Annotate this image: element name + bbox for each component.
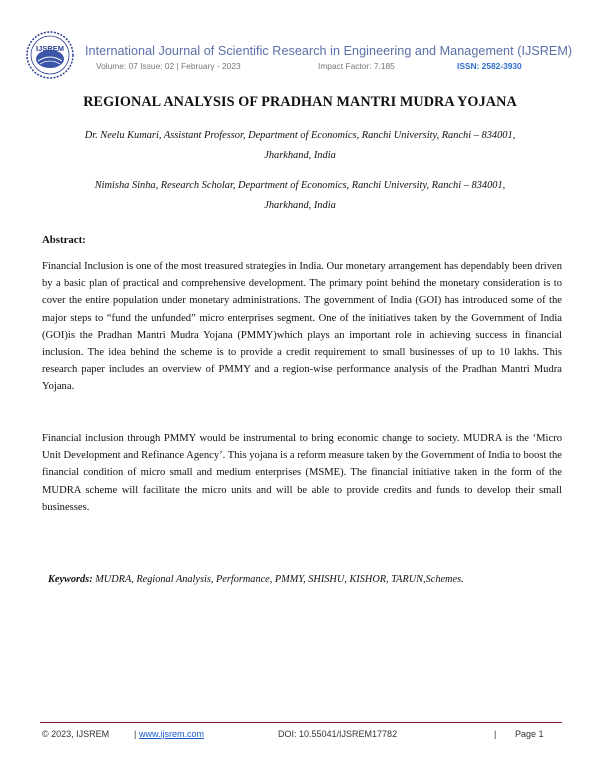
journal-meta xyxy=(96,61,536,73)
website-link[interactable]: www.ijsrem.com xyxy=(139,729,205,739)
author-1-line-2: Jharkhand, India xyxy=(264,150,336,161)
impact-factor: Impact Factor: 7.185 xyxy=(318,61,395,71)
page-footer xyxy=(42,729,562,743)
journal-logo xyxy=(26,31,74,79)
author-2 xyxy=(40,176,560,216)
logo-text: IJSREM xyxy=(36,44,64,53)
abstract-paragraph-1: Financial Inclusion is one of the most treasured strategies in India. Our monetary arrangement has dependably been driven by a basic plan of practical and comprehensive development. The primary point behind the monetary consideration is to cover the entire population under monetary administrations. The government of India (GOI) has introduced some of the major steps to “fund the unfunded” micro enterprises segment. One of the initiatives taken by the Government of India (GOI)is the Pradhan Mantri Mudra Yojana (PMMY)which plays an important role in achieving success in financial inclusion. The idea behind the scheme is to provide a credit requirement to small businesses of up to 10 lakhs. This research paper includes an overview of PMMY and a region-wise performance analysis of the Pradhan Mantri Mudra Yojana. xyxy=(42,261,562,393)
issn: ISSN: 2582-3930 xyxy=(457,61,522,71)
footer-website xyxy=(134,729,204,739)
footer-rule xyxy=(40,722,562,723)
footer-doi: DOI: 10.55041/IJSREM17782 xyxy=(278,729,398,739)
footer-copyright: © 2023, IJSREM xyxy=(42,729,110,739)
abstract-paragraph-2: Financial inclusion through PMMY would be instrumental to bring economic change to society. MUDRA is the ‘Micro Unit Development and Refinance Agency’. This yojana is a reform measure taken by the Government of India to boost the financial condition of micro small and medium enterprises (MSME). The financial initiative taken in the form of the MUDRA scheme will facilitate the micro units and will be able to provide credits and funds to develop their small businesses. xyxy=(42,433,562,513)
footer-page-separator: | xyxy=(494,729,497,739)
keywords xyxy=(48,574,464,585)
keywords-label: Keywords: xyxy=(48,574,93,585)
page-number: Page 1 xyxy=(515,729,544,739)
author-2-line-2: Jharkhand, India xyxy=(264,200,336,211)
paper-title: REGIONAL ANALYSIS OF PRADHAN MANTRI MUDRA YOJANA xyxy=(83,94,517,110)
author-1-line-1: Dr. Neelu Kumari, Assistant Professor, Department of Economics, Ranchi University, Ranchi – 834001, xyxy=(84,130,516,141)
abstract-heading: Abstract: xyxy=(42,234,86,246)
journal-name: International Journal of Scientific Research in Engineering and Management (IJSREM) xyxy=(85,44,573,58)
author-1 xyxy=(40,126,560,166)
keywords-text: MUDRA, Regional Analysis, Performance, PMMY, SHISHU, KISHOR, TARUN,Schemes. xyxy=(92,574,464,585)
volume-issue: Volume: 07 Issue: 02 | February - 2023 xyxy=(96,61,241,71)
author-2-line-1: Nimisha Sinha, Research Scholar, Department of Economics, Ranchi University, Ranchi – 834001, xyxy=(94,180,506,191)
footer-website-separator: | xyxy=(134,729,137,739)
